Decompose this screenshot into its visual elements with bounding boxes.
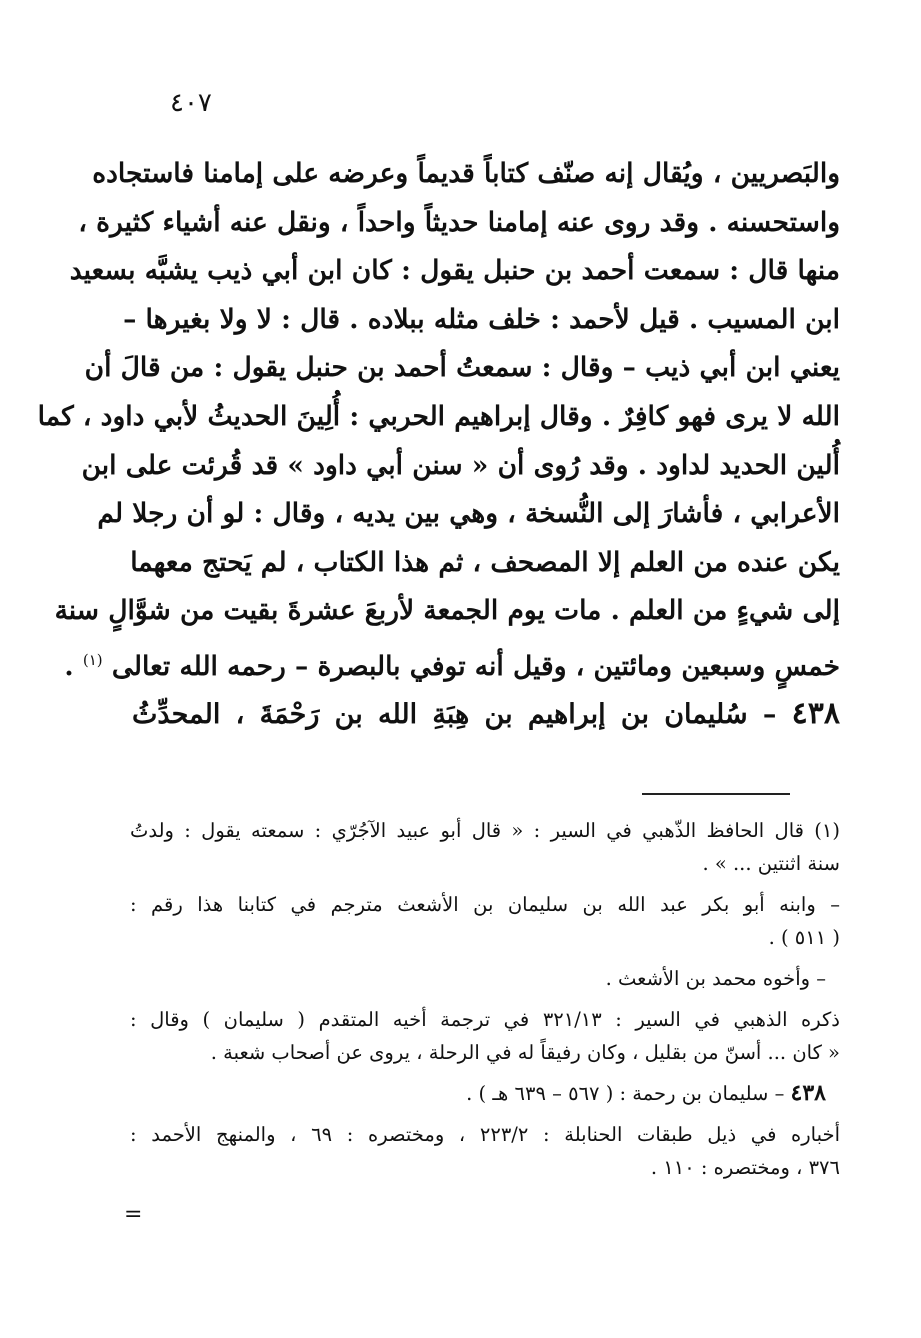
footnotes — [130, 814, 840, 1192]
footnote-entry-text: – سليمان بن رحمة : ( ٥٦٧ – ٦٣٩ هـ ) . — [466, 1082, 785, 1105]
footnote-5 — [130, 1077, 840, 1110]
body-line: يكن عنده من العلم إلا المصحف ، ثم هذا الكتاب ، لم يَحتج معهما — [130, 546, 840, 578]
body-line: منها قال : سمعت أحمد بن حنبل يقول : كان ابن أبي ذيب يشبَّه بسعيد — [69, 255, 840, 287]
footnote-3 — [130, 962, 840, 995]
continuation-mark: = — [124, 1202, 143, 1227]
main-text — [37, 150, 840, 743]
body-line: والبَصريين ، ويُقال إنه صنّف كتاباً قديماً وعرضه على إمامنا فاستجاده — [92, 158, 840, 189]
body-line: ابن المسيب . قيل لأحمد : خلف مثله ببلاده . قال : لا ولا بغيرها – — [123, 303, 840, 335]
footnote-line: أخباره في ذيل طبقات الحنابلة : ٢٢٣/٢ ، ومختصره : ٦٩ ، والمنهج الأحمد : — [130, 1123, 840, 1146]
entry-dash: – — [762, 698, 777, 730]
body-line-text: خمسٍ وسبعين ومائتين ، وقيل أنه توفي بالبصرة – رحمه الله تعالى — [111, 650, 840, 682]
body-line: الأعرابي ، فأشارَ إلى النُّسخة ، وهي بين يديه ، وقال : لو أن رجلا لم — [97, 498, 840, 530]
footnote-line: (١) قال الحافظ الذّهبي في السير : « قال أبو عبيد الآجُرّي : سمعته يقول : ولدتُ — [130, 819, 840, 842]
body-line: الله لا يرى فهو كافِرٌ . وقال إبراهيم الحربي : أُلِينَ الحديثُ لأبي داود ، كما — [37, 400, 840, 432]
entry-number: ٤٣٨ — [791, 695, 840, 731]
body-line: إلى شيءٍ من العلم . مات يوم الجمعة لأربعَ عشرةَ بقيت من شوَّالٍ سنة — [54, 595, 840, 627]
footnote-line: ( ٥١١ ) . — [768, 926, 840, 949]
footnote-line: – وأخوه محمد بن الأشعث . — [605, 967, 826, 990]
body-line: أُلين الحديد لداود . وقد رُوى أن « سنن أبي داود » قد قُرئت على ابن — [81, 449, 840, 481]
footnote-2 — [130, 888, 840, 954]
footnote-line: ٣٧٦ ، ومختصره : ١١٠ . — [650, 1156, 840, 1179]
footnote-entry-number: ٤٣٨ — [790, 1080, 826, 1106]
footnote-line: « كان ... أسنّ من بقليل ، وكان رفيقاً له في الرحلة ، يروى عن أصحاب شعبة . — [210, 1041, 840, 1064]
body-line: واستحسنه . وقد روى عنه إمامنا حديثاً واحداً ، ونقل عنه أشياء كثيرة ، — [78, 206, 840, 238]
entry-heading — [132, 685, 840, 743]
footnote-separator — [642, 793, 790, 795]
footnote-6 — [130, 1118, 840, 1184]
body-line: يعني ابن أبي ذيب – وقال : سمعتُ أحمد بن حنبل يقول : من قالَ أن — [84, 352, 840, 384]
page-number: ٤٠٧ — [170, 88, 212, 118]
footnote-1 — [130, 814, 840, 880]
footnote-reference: (١) — [82, 650, 103, 669]
footnote-line: سنة اثنتين ... » . — [702, 852, 840, 875]
footnote-4 — [130, 1003, 840, 1069]
body-line-period: . — [64, 650, 74, 682]
footnote-line: ذكره الذهبي في السير : ٣٢١/١٣ في ترجمة أخيه المتقدم ( سليمان ) وقال : — [130, 1008, 840, 1031]
body-line-last — [64, 636, 840, 685]
entry-title: سُليمان بن إبراهيم بن هِبَةِ الله بن رَحْمَةَ ، المحدِّثُ — [132, 698, 748, 730]
footnote-entry-line — [130, 1077, 840, 1110]
footnote-line: – وابنه أبو بكر عبد الله بن سليمان بن الأشعث مترجم في كتابنا هذا رقم : — [130, 893, 840, 916]
